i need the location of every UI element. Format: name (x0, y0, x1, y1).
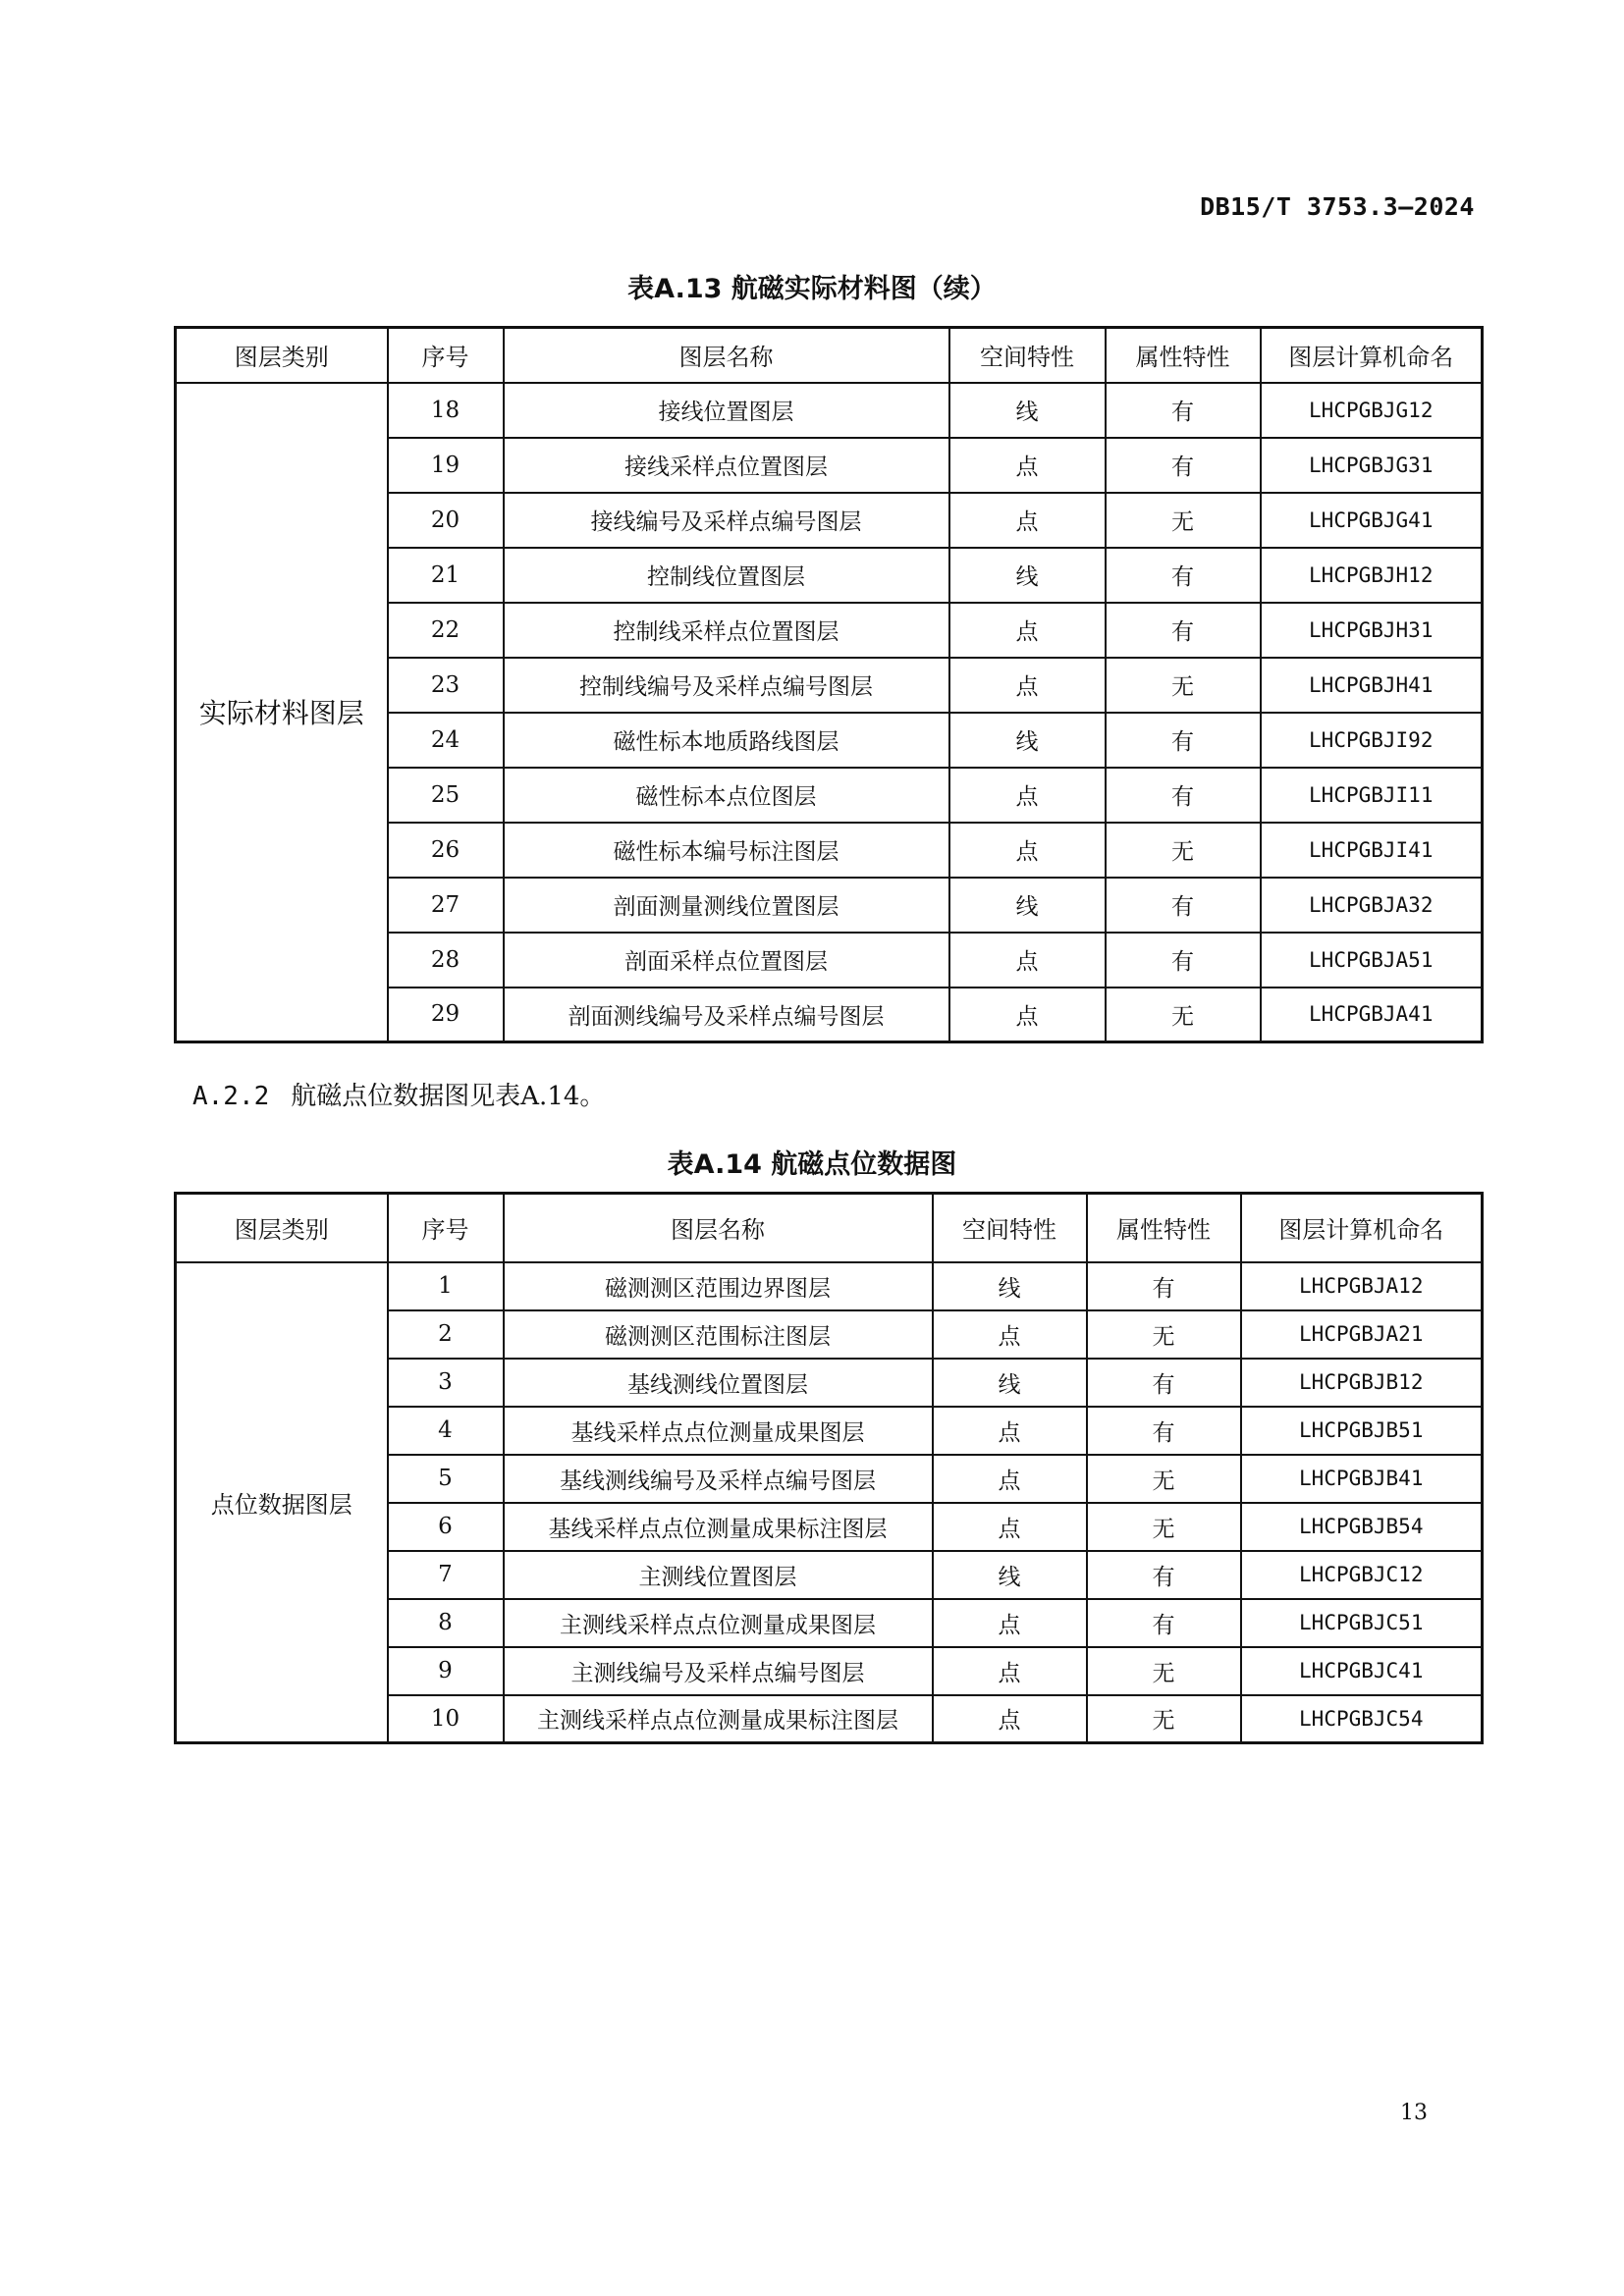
table-a13 (174, 326, 1484, 1043)
clause-number: A.2.2 (192, 1082, 270, 1111)
seq-no-cell: 22 (388, 603, 504, 658)
attribute-type-cell: 无 (1087, 1695, 1241, 1743)
computer-name-cell: LHCPGBJB12 (1241, 1359, 1483, 1407)
computer-name-cell: LHCPGBJA32 (1261, 878, 1483, 933)
header-attribute-type: 属性特性 (1106, 328, 1261, 383)
spatial-type-cell: 点 (933, 1407, 1087, 1455)
header-computer-name: 图层计算机命名 (1241, 1194, 1483, 1262)
layer-name-cell: 接线编号及采样点编号图层 (504, 493, 949, 548)
seq-no-cell: 10 (388, 1695, 504, 1743)
spatial-type-cell: 线 (949, 548, 1106, 603)
page-number: 13 (1400, 2101, 1428, 2125)
seq-no-cell: 25 (388, 768, 504, 823)
layer-name-cell: 剖面采样点位置图层 (504, 933, 949, 988)
computer-name-cell: LHCPGBJI92 (1261, 713, 1483, 768)
table-a13-caption: 表A.13 航磁实际材料图（续） (627, 274, 997, 304)
attribute-type-cell: 无 (1106, 823, 1261, 878)
computer-name-cell: LHCPGBJA41 (1261, 988, 1483, 1042)
attribute-type-cell: 有 (1087, 1262, 1241, 1310)
attribute-type-cell: 有 (1087, 1359, 1241, 1407)
layer-name-cell: 剖面测线编号及采样点编号图层 (504, 988, 949, 1042)
layer-name-cell: 接线位置图层 (504, 383, 949, 438)
layer-category-cell: 实际材料图层 (176, 383, 388, 1042)
spatial-type-cell: 线 (949, 713, 1106, 768)
seq-no-cell: 4 (388, 1407, 504, 1455)
spatial-type-cell: 点 (949, 603, 1106, 658)
spatial-type-cell: 点 (933, 1455, 1087, 1503)
seq-no-cell: 9 (388, 1647, 504, 1695)
computer-name-cell: LHCPGBJH31 (1261, 603, 1483, 658)
computer-name-cell: LHCPGBJA51 (1261, 933, 1483, 988)
header-layer-category: 图层类别 (176, 1194, 388, 1262)
spatial-type-cell: 线 (933, 1551, 1087, 1599)
attribute-type-cell: 无 (1087, 1455, 1241, 1503)
computer-name-cell: LHCPGBJH41 (1261, 658, 1483, 713)
spatial-type-cell: 线 (949, 878, 1106, 933)
layer-name-cell: 基线测线编号及采样点编号图层 (504, 1455, 933, 1503)
clause-a22 (192, 1076, 605, 1112)
attribute-type-cell: 无 (1106, 493, 1261, 548)
layer-name-cell: 主测线位置图层 (504, 1551, 933, 1599)
attribute-type-cell: 有 (1106, 603, 1261, 658)
layer-name-cell: 接线采样点位置图层 (504, 438, 949, 493)
attribute-type-cell: 无 (1106, 988, 1261, 1042)
attribute-type-cell: 有 (1106, 548, 1261, 603)
spatial-type-cell: 线 (933, 1359, 1087, 1407)
attribute-type-cell: 无 (1087, 1310, 1241, 1359)
layer-name-cell: 磁性标本地质路线图层 (504, 713, 949, 768)
attribute-type-cell: 无 (1087, 1503, 1241, 1551)
computer-name-cell: LHCPGBJG31 (1261, 438, 1483, 493)
spatial-type-cell: 线 (933, 1262, 1087, 1310)
computer-name-cell: LHCPGBJB41 (1241, 1455, 1483, 1503)
header-spatial-type: 空间特性 (933, 1194, 1087, 1262)
layer-name-cell: 磁性标本编号标注图层 (504, 823, 949, 878)
layer-name-cell: 磁性标本点位图层 (504, 768, 949, 823)
header-layer-category: 图层类别 (176, 328, 388, 383)
layer-name-cell: 基线采样点点位测量成果标注图层 (504, 1503, 933, 1551)
computer-name-cell: LHCPGBJB54 (1241, 1503, 1483, 1551)
header-seq-no: 序号 (388, 1194, 504, 1262)
attribute-type-cell: 无 (1087, 1647, 1241, 1695)
seq-no-cell: 26 (388, 823, 504, 878)
seq-no-cell: 7 (388, 1551, 504, 1599)
seq-no-cell: 24 (388, 713, 504, 768)
attribute-type-cell: 有 (1106, 933, 1261, 988)
computer-name-cell: LHCPGBJC41 (1241, 1647, 1483, 1695)
layer-name-cell: 主测线采样点点位测量成果图层 (504, 1599, 933, 1647)
seq-no-cell: 27 (388, 878, 504, 933)
attribute-type-cell: 有 (1087, 1407, 1241, 1455)
spatial-type-cell: 点 (933, 1695, 1087, 1743)
table-row (176, 1262, 1483, 1310)
header-computer-name: 图层计算机命名 (1261, 328, 1483, 383)
seq-no-cell: 20 (388, 493, 504, 548)
seq-no-cell: 5 (388, 1455, 504, 1503)
seq-no-cell: 3 (388, 1359, 504, 1407)
computer-name-cell: LHCPGBJA12 (1241, 1262, 1483, 1310)
header-layer-name: 图层名称 (504, 328, 949, 383)
computer-name-cell: LHCPGBJI11 (1261, 768, 1483, 823)
clause-text: 航磁点位数据图见表A.14。 (291, 1082, 606, 1111)
table-row (176, 383, 1483, 438)
layer-name-cell: 基线测线位置图层 (504, 1359, 933, 1407)
table-a14-caption: 表A.14 航磁点位数据图 (667, 1149, 957, 1180)
seq-no-cell: 29 (388, 988, 504, 1042)
computer-name-cell: LHCPGBJG41 (1261, 493, 1483, 548)
table-header-row (176, 1194, 1483, 1262)
seq-no-cell: 8 (388, 1599, 504, 1647)
computer-name-cell: LHCPGBJB51 (1241, 1407, 1483, 1455)
header-spatial-type: 空间特性 (949, 328, 1106, 383)
table-a14 (174, 1192, 1484, 1744)
seq-no-cell: 21 (388, 548, 504, 603)
spatial-type-cell: 点 (949, 493, 1106, 548)
computer-name-cell: LHCPGBJA21 (1241, 1310, 1483, 1359)
computer-name-cell: LHCPGBJG12 (1261, 383, 1483, 438)
seq-no-cell: 19 (388, 438, 504, 493)
attribute-type-cell: 无 (1106, 658, 1261, 713)
spatial-type-cell: 点 (949, 438, 1106, 493)
spatial-type-cell: 点 (949, 933, 1106, 988)
seq-no-cell: 18 (388, 383, 504, 438)
computer-name-cell: LHCPGBJC54 (1241, 1695, 1483, 1743)
layer-name-cell: 主测线编号及采样点编号图层 (504, 1647, 933, 1695)
layer-name-cell: 控制线采样点位置图层 (504, 603, 949, 658)
seq-no-cell: 1 (388, 1262, 504, 1310)
header-attribute-type: 属性特性 (1087, 1194, 1241, 1262)
seq-no-cell: 2 (388, 1310, 504, 1359)
computer-name-cell: LHCPGBJI41 (1261, 823, 1483, 878)
attribute-type-cell: 有 (1106, 383, 1261, 438)
spatial-type-cell: 点 (933, 1310, 1087, 1359)
spatial-type-cell: 点 (933, 1503, 1087, 1551)
layer-name-cell: 控制线编号及采样点编号图层 (504, 658, 949, 713)
table-header-row (176, 328, 1483, 383)
attribute-type-cell: 有 (1106, 438, 1261, 493)
computer-name-cell: LHCPGBJC51 (1241, 1599, 1483, 1647)
attribute-type-cell: 有 (1106, 768, 1261, 823)
layer-name-cell: 剖面测量测线位置图层 (504, 878, 949, 933)
layer-category-cell: 点位数据图层 (176, 1262, 388, 1743)
layer-name-cell: 磁测测区范围边界图层 (504, 1262, 933, 1310)
layer-name-cell: 主测线采样点点位测量成果标注图层 (504, 1695, 933, 1743)
attribute-type-cell: 有 (1087, 1551, 1241, 1599)
seq-no-cell: 23 (388, 658, 504, 713)
attribute-type-cell: 有 (1106, 878, 1261, 933)
layer-name-cell: 基线采样点点位测量成果图层 (504, 1407, 933, 1455)
spatial-type-cell: 点 (949, 988, 1106, 1042)
layer-name-cell: 磁测测区范围标注图层 (504, 1310, 933, 1359)
seq-no-cell: 6 (388, 1503, 504, 1551)
spatial-type-cell: 点 (949, 823, 1106, 878)
standard-code: DB15/T 3753.3—2024 (1200, 192, 1475, 221)
header-seq-no: 序号 (388, 328, 504, 383)
computer-name-cell: LHCPGBJH12 (1261, 548, 1483, 603)
layer-name-cell: 控制线位置图层 (504, 548, 949, 603)
attribute-type-cell: 有 (1106, 713, 1261, 768)
spatial-type-cell: 点 (949, 768, 1106, 823)
spatial-type-cell: 点 (933, 1599, 1087, 1647)
spatial-type-cell: 点 (949, 658, 1106, 713)
attribute-type-cell: 有 (1087, 1599, 1241, 1647)
header-layer-name: 图层名称 (504, 1194, 933, 1262)
spatial-type-cell: 点 (933, 1647, 1087, 1695)
spatial-type-cell: 线 (949, 383, 1106, 438)
seq-no-cell: 28 (388, 933, 504, 988)
computer-name-cell: LHCPGBJC12 (1241, 1551, 1483, 1599)
